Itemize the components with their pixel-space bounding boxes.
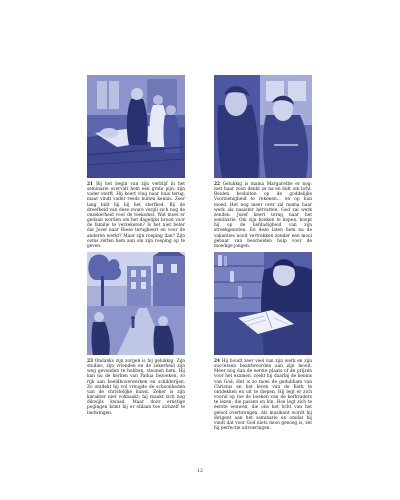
panel-text: Bij het begin van zijn verblijf in het seminarie overvalt hem een grote pijn: zijn vader sterft. Hij keert vlug naar huis terug, maar vindt vader reeds buiten kennis. Zeer lang bidt hij bij het sterfbed. Bij de droefheid van deze zware vergil zich nog de onzekerheid voor de toekomst. Wat moet er gedaan worden om het dagelijks brood voor de familie te verzekeren? Is het niet beter dat Jozef naar Riese terugkeert en voor de anderen werkt? Maar zijn roeping dan? Zijn ooms zetten hem aan om zijn roeping op te geven. — [87, 182, 185, 249]
page-number: 12 — [197, 469, 203, 474]
panel-number: 22 — [214, 182, 220, 187]
illustration-student-reading — [214, 252, 312, 355]
panel-text: Gelukkig is mama Margarethe er nog: met haar zoon denkt ze na en bidt om licht. Beiden besluiten op de goddelijke Voorzienigheid te rekenen... en op hun moed. Het nog meer over zal mama haar werk als naaister hervatten. God zal werk zenden. Jozef keert terug naar het seminarie. Om zijn boeken te kopen, hoopt hij op de liefdadigheid van zijn streekgenoten. En deze laten hem na de vakanties nooit vertrekken zonder een mooi gebaar van bescheiden hulp voor de moedige jongen. — [214, 182, 312, 249]
caption-panel-21 — [87, 182, 185, 249]
panel-number: 23 — [87, 359, 93, 364]
caption-panel-23 — [87, 359, 185, 416]
illustration-city-street — [87, 252, 185, 355]
panel-text: Hij houdt zeer veel van zijn werk en zijn successen beantwoorden aan zijn moeit. Meer nog dan de eerste plaats of de prijzen voor het examen, zoekt hij daarbij de kennis van God. Het is zo moei de geduldiam van Christus en het leven van de Kerk te ontdekken en uit te diepen. Hij legt er zich vooral op toe de boeken van de kerkvaders te lezen; die passen en bin. Hoe legt zich te eerste eeuwen, die ons het licht van het geloof overbrengen. Als muzikant wordt hij dirigent aan het seminarie en omdat hij vindt dat voor God niets mooi genoeg is, zet hij perfectie uitvoeringen. — [214, 359, 312, 432]
illustration-mother-and-son — [214, 75, 312, 178]
panel-text: Ondanks zijn zorgen is hij gelukkig. Zijn studies, zijn vrienden en de zekerheid zijn weg gevonden te hebben, steunen hem. Hij kan nu de kerken van Padua bezoeken, zo rijk aan beeldhouwwerken en schilderijen. Zo ontdekt hij vol vreugde de schoonheden van de christelijke kunst. Zeker is zijn karakter niet volmaakt; hij maakt zich nog dikwijls kwaad. Maar door ernstige pogingen komt hij er stilaan toe zichzelf te bedwingen. — [87, 359, 185, 416]
illustration-sickbed — [87, 75, 185, 178]
caption-panel-24 — [214, 359, 312, 431]
caption-panel-22 — [214, 182, 312, 249]
panel-number: 24 — [214, 359, 220, 364]
panel-number: 21 — [87, 182, 93, 187]
